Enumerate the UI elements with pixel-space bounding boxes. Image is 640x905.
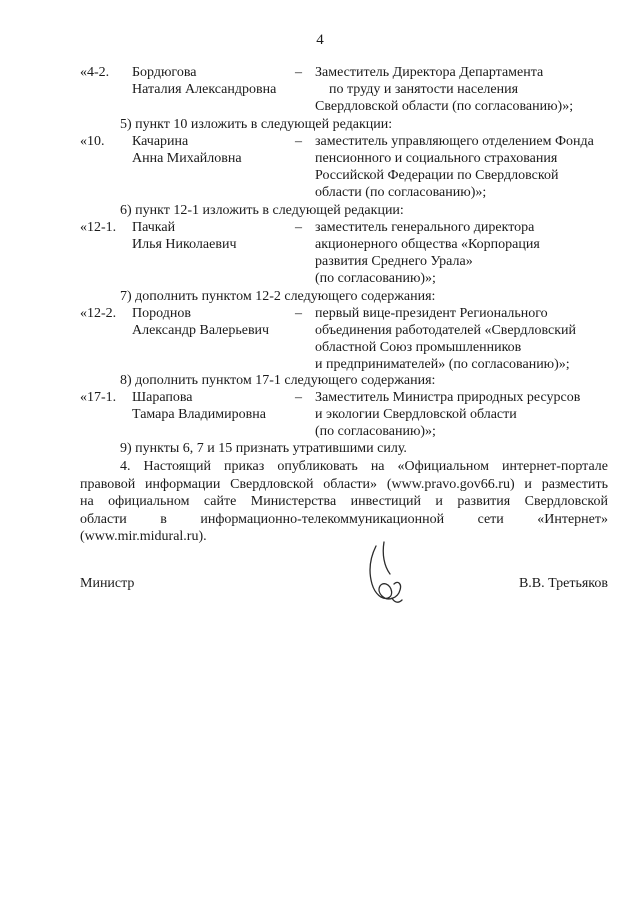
dash: – xyxy=(295,134,302,149)
instruction-line: 8) дополнить пунктом 17-1 следующего содержания: xyxy=(120,373,436,388)
given-names: Тамара Владимировна xyxy=(132,407,266,422)
given-names: Анна Михайловна xyxy=(132,151,242,166)
desc-line: области (по согласованию)»; xyxy=(315,185,487,200)
desc-line: областной Союз промышленников xyxy=(315,340,522,355)
position-description xyxy=(315,133,625,201)
desc-line: первый вице-президент Регионального xyxy=(315,306,548,321)
item-code: «12-2. xyxy=(80,306,117,321)
desc-line: Российской Федерации по Свердловской xyxy=(315,168,559,183)
dash: – xyxy=(295,220,302,235)
person-name xyxy=(132,389,297,423)
surname: Бордюгова xyxy=(132,65,197,80)
desc-line: и предпринимателей» (по согласованию)»; xyxy=(315,357,570,372)
instruction-line: 6) пункт 12-1 изложить в следующей редакции: xyxy=(120,203,404,218)
signatory-title: Министр xyxy=(80,576,135,591)
surname: Качарина xyxy=(132,134,189,149)
paragraph-line: правовой информации Свердловской области» (www.pravo.gov66.ru) и разместить xyxy=(80,476,608,492)
paragraph-publication xyxy=(80,458,608,546)
person-name xyxy=(132,64,297,98)
desc-line: (по согласованию)»; xyxy=(315,424,436,439)
item-code: «4-2. xyxy=(80,65,110,80)
position-description xyxy=(315,64,625,115)
page-number: 4 xyxy=(316,32,324,48)
desc-line: пенсионного и социального страхования xyxy=(315,151,558,166)
surname: Пачкай xyxy=(132,220,176,235)
instruction-line: 9) пункты 6, 7 и 15 признать утратившими силу. xyxy=(120,441,407,456)
desc-line: Заместитель Министра природных ресурсов xyxy=(315,390,581,405)
desc-line: Заместитель Директора Департамента xyxy=(315,65,544,80)
position-description xyxy=(315,305,625,373)
desc-line: заместитель управляющего отделением Фонда xyxy=(315,134,594,149)
desc-line: (по согласованию)»; xyxy=(315,271,436,286)
paragraph-line: области в информационно-телекоммуникационной сети «Интернет» xyxy=(80,511,608,527)
desc-line: объединения работодателей «Свердловский xyxy=(315,323,577,338)
person-name xyxy=(132,219,297,253)
item-code: «10. xyxy=(80,134,105,149)
dash: – xyxy=(295,65,302,80)
item-code: «12-1. xyxy=(80,220,117,235)
paragraph-line: на официальном сайте Министерства инвестиций и развития Свердловской xyxy=(80,494,608,509)
desc-line: по труду и занятости населения xyxy=(329,82,519,97)
position-description xyxy=(315,389,625,440)
person-name xyxy=(132,133,297,167)
desc-line: акционерного общества «Корпорация xyxy=(315,237,540,252)
dash: – xyxy=(295,306,302,321)
item-code: «17-1. xyxy=(80,390,117,405)
desc-line: Свердловской области (по согласованию)»; xyxy=(315,99,574,114)
paragraph-line: (www.mir.midural.ru). xyxy=(80,529,207,544)
handwritten-signature xyxy=(362,540,412,608)
desc-line: заместитель генерального директора xyxy=(315,220,535,235)
surname: Породнов xyxy=(132,306,191,321)
instruction-line: 5) пункт 10 изложить в следующей редакции: xyxy=(120,117,393,132)
instruction-line: 7) дополнить пунктом 12-2 следующего содержания: xyxy=(120,289,436,304)
given-names: Наталия Александровна xyxy=(132,82,277,97)
desc-line: и экологии Свердловской области xyxy=(315,407,517,422)
signatory-name: В.В. Третьяков xyxy=(518,576,608,591)
dash: – xyxy=(295,390,302,405)
given-names: Илья Николаевич xyxy=(132,237,237,252)
surname: Шарапова xyxy=(132,390,193,405)
position-description xyxy=(315,219,625,287)
desc-line: развития Среднего Урала» xyxy=(315,254,473,269)
given-names: Александр Валерьевич xyxy=(132,323,270,338)
paragraph-line: 4. Настоящий приказ опубликовать на «Официальном интернет-портале xyxy=(120,459,608,474)
person-name xyxy=(132,305,297,339)
